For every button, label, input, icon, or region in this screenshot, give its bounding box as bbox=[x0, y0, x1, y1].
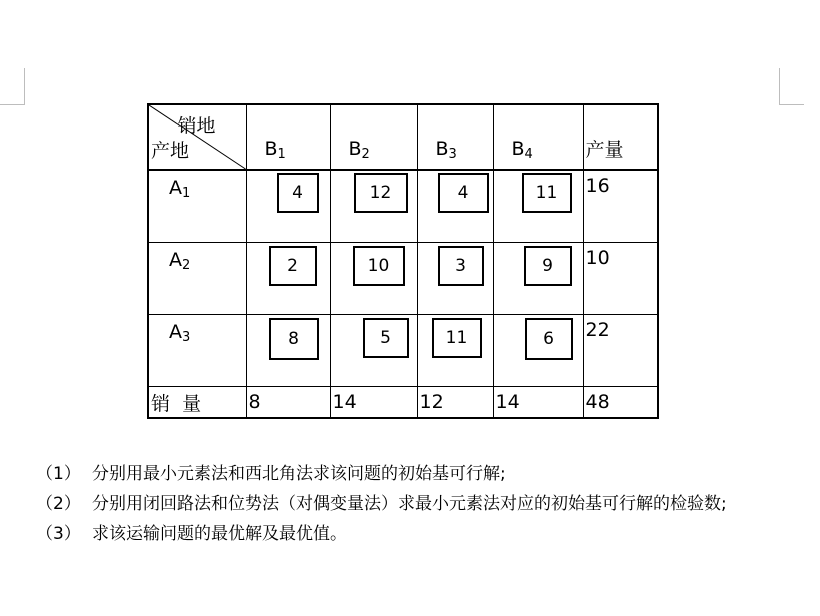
table-row bbox=[148, 315, 658, 387]
sales-row bbox=[148, 387, 658, 419]
question-item bbox=[36, 489, 727, 519]
cost-box: 4 bbox=[277, 173, 319, 213]
question-number: （3） bbox=[36, 524, 81, 544]
sales-label: 销 量 bbox=[148, 387, 246, 419]
col-header-b1: $B_1$ bbox=[246, 104, 330, 170]
cost-box: 2 bbox=[269, 246, 317, 286]
question-text: 分别用最小元素法和西北角法求该问题的初始基可行解; bbox=[92, 464, 506, 484]
cost-box: 11 bbox=[522, 173, 572, 213]
cost-box: 10 bbox=[353, 246, 405, 286]
question-number: （2） bbox=[36, 494, 81, 514]
cost-box: 5 bbox=[363, 318, 409, 358]
destination-label: 销地 bbox=[177, 115, 216, 137]
cost-box: 12 bbox=[354, 173, 408, 213]
cost-box: 8 bbox=[269, 318, 319, 360]
question-list bbox=[36, 459, 727, 549]
production-value: 10 bbox=[585, 247, 610, 269]
row-label-a2: $A_2$ bbox=[148, 243, 246, 315]
row-label-a3: $A_3$ bbox=[148, 315, 246, 387]
table-row bbox=[148, 170, 658, 243]
table-row bbox=[148, 243, 658, 315]
cost-box: 11 bbox=[432, 318, 482, 358]
cost-box: 9 bbox=[524, 246, 572, 286]
production-value: 22 bbox=[585, 319, 610, 341]
cost-box: 4 bbox=[438, 173, 489, 213]
col-header-b4: $B_4$ bbox=[493, 104, 583, 170]
col-header-b2: $B_2$ bbox=[330, 104, 417, 170]
question-text: 分别用闭回路法和位势法（对偶变量法）求最小元素法对应的初始基可行解的检验数; bbox=[92, 494, 727, 514]
cost-box: 3 bbox=[438, 246, 484, 286]
sales-value: 8 bbox=[246, 387, 330, 419]
question-item bbox=[36, 459, 727, 489]
sales-total: 48 bbox=[583, 387, 658, 419]
transportation-table bbox=[147, 103, 659, 419]
origin-label: 产地 bbox=[151, 140, 190, 162]
question-number: （1） bbox=[36, 464, 81, 484]
row-label-a1: $A_1$ bbox=[148, 170, 246, 243]
header-row bbox=[148, 104, 658, 170]
question-item bbox=[36, 519, 727, 549]
production-header: 产量 bbox=[583, 104, 658, 170]
sales-value: 12 bbox=[417, 387, 493, 419]
sales-value: 14 bbox=[330, 387, 417, 419]
question-text: 求该运输问题的最优解及最优值。 bbox=[92, 524, 347, 544]
production-value: 16 bbox=[585, 175, 610, 197]
crop-mark-right bbox=[779, 68, 804, 105]
diagonal-header-cell bbox=[148, 104, 246, 170]
sales-value: 14 bbox=[493, 387, 583, 419]
crop-mark-left bbox=[0, 68, 25, 105]
col-header-b3: $B_3$ bbox=[417, 104, 493, 170]
cost-box: 6 bbox=[525, 318, 573, 360]
